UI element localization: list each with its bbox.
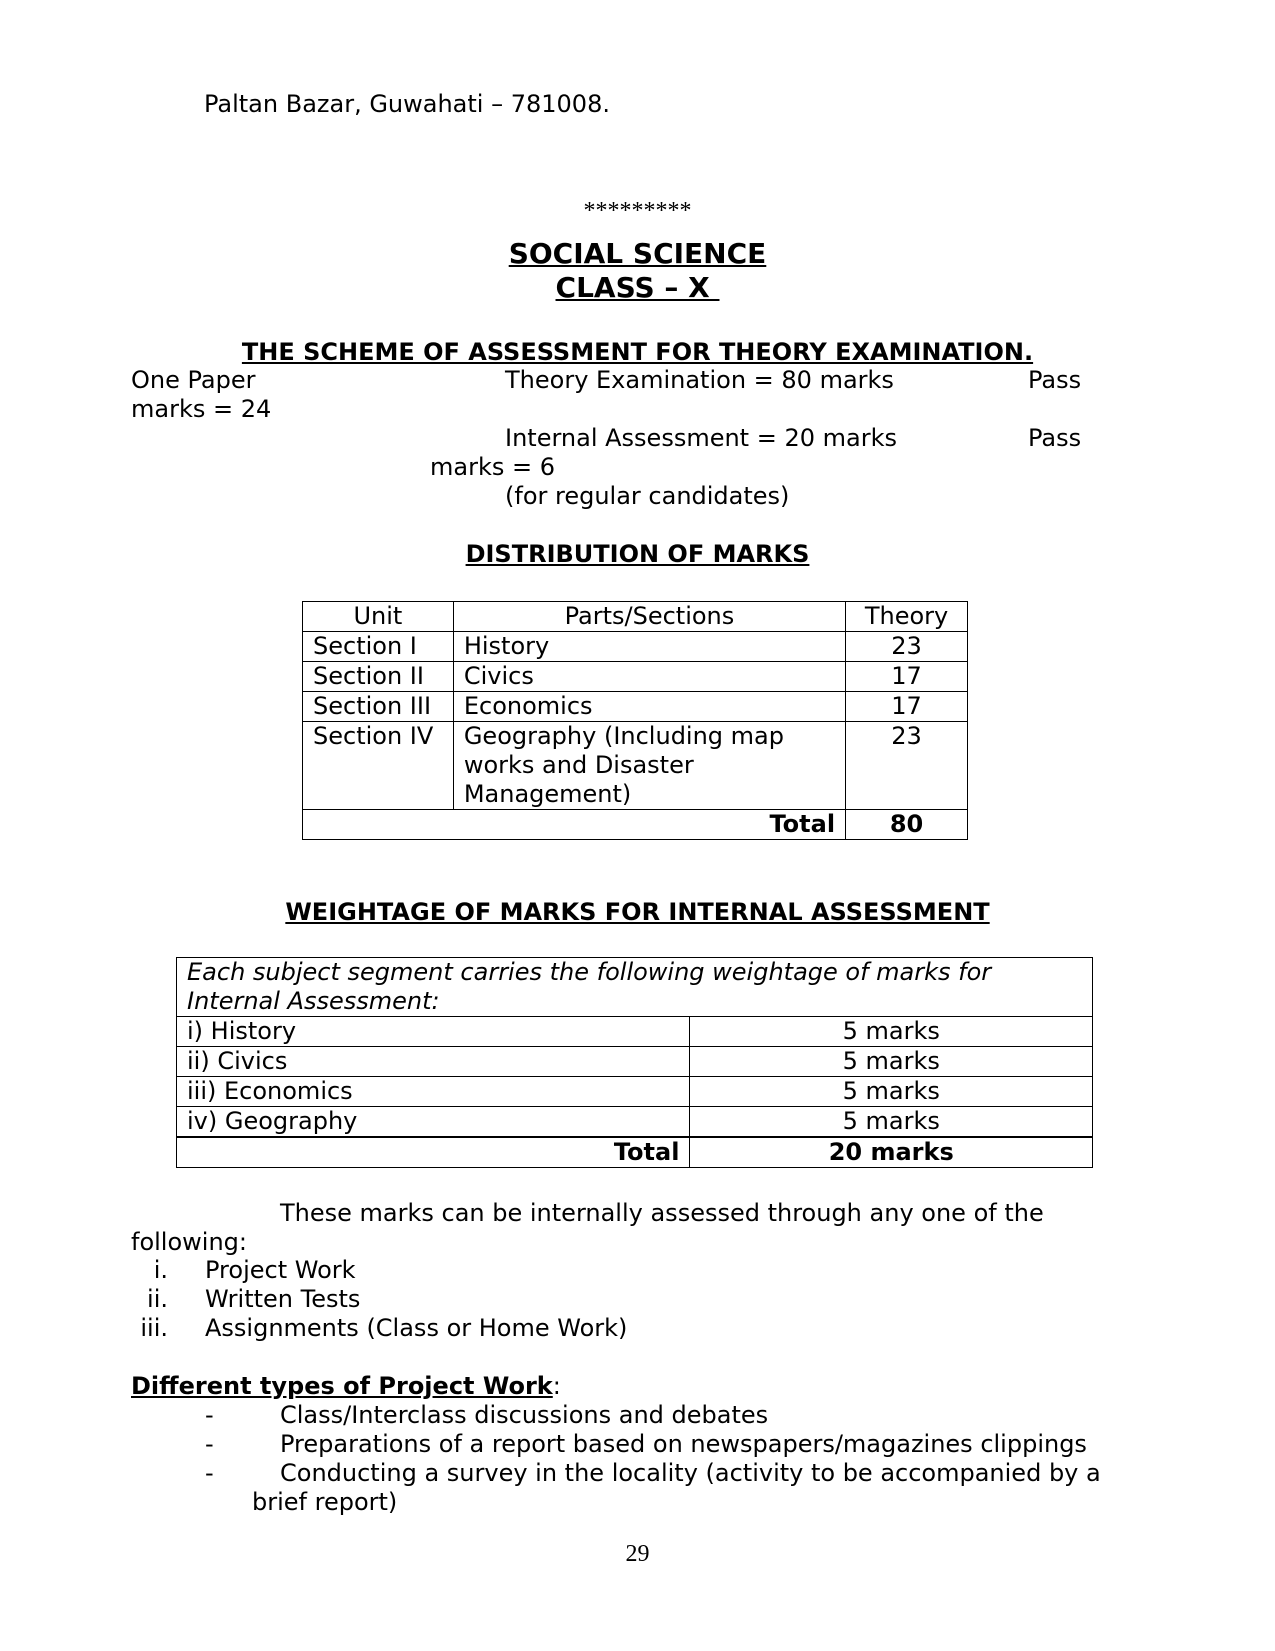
list-number: iii.	[140, 1314, 168, 1342]
unit-cell: Section II	[303, 662, 454, 692]
page-number: 29	[625, 1541, 650, 1567]
distribution-heading: DISTRIBUTION OF MARKS	[465, 540, 810, 568]
table-row	[303, 632, 968, 662]
regular-candidates-note: (for regular candidates)	[505, 482, 790, 510]
theory-exam-marks: Theory Examination = 80 marks	[505, 366, 894, 394]
dash-bullet: -	[205, 1401, 214, 1429]
list-text-continuation: brief report)	[252, 1488, 398, 1516]
weightage-intro: Each subject segment carries the following weightage of marks for Internal Assessment:	[177, 958, 1093, 1017]
table-row	[177, 1077, 1093, 1107]
list-item	[0, 1314, 1275, 1342]
pass-marks-1: marks = 24	[131, 395, 272, 423]
theory-cell: 23	[846, 722, 968, 810]
internal-assessment-marks: Internal Assessment = 20 marks	[505, 424, 897, 452]
list-item	[0, 1285, 1275, 1313]
header-theory: Theory	[846, 602, 968, 632]
page-title: SOCIAL SCIENCE	[508, 237, 767, 270]
dash-bullet: -	[205, 1459, 214, 1487]
project-heading-line	[131, 1372, 561, 1400]
table-row	[303, 722, 968, 810]
list-number: ii.	[147, 1285, 168, 1313]
list-item	[0, 1459, 1275, 1487]
part-cell: Economics	[453, 692, 845, 722]
table-row	[177, 1047, 1093, 1077]
list-text: Assignments (Class or Home Work)	[205, 1314, 628, 1342]
table-row	[177, 1107, 1093, 1138]
header-unit: Unit	[303, 602, 454, 632]
scheme-heading: THE SCHEME OF ASSESSMENT FOR THEORY EXAMINATION.	[241, 338, 1034, 366]
marks-cell: 5 marks	[690, 1107, 1093, 1138]
list-text: Preparations of a report based on newspapers/magazines clippings	[280, 1430, 1087, 1458]
address-line: Paltan Bazar, Guwahati – 781008.	[204, 90, 610, 118]
stars-divider: *********	[583, 198, 692, 224]
theory-cell: 23	[846, 632, 968, 662]
weightage-total-row	[177, 1137, 1093, 1168]
table-header-row	[303, 602, 968, 632]
marks-cell: 5 marks	[690, 1077, 1093, 1107]
unit-cell: Section I	[303, 632, 454, 662]
page-subtitle: CLASS – X	[555, 271, 720, 304]
list-text: Class/Interclass discussions and debates	[280, 1401, 769, 1429]
table-row	[303, 692, 968, 722]
part-cell: History	[453, 632, 845, 662]
list-item	[0, 1256, 1275, 1284]
marks-cell: 5 marks	[690, 1047, 1093, 1077]
list-text: Written Tests	[205, 1285, 361, 1313]
total-value: 20 marks	[690, 1137, 1093, 1168]
table-row	[303, 662, 968, 692]
dash-bullet: -	[205, 1430, 214, 1458]
theory-cell: 17	[846, 692, 968, 722]
table-total-row	[303, 810, 968, 840]
list-number: i.	[153, 1256, 168, 1284]
one-paper-label: One Paper	[131, 366, 256, 394]
subject-cell: iii) Economics	[177, 1077, 690, 1107]
subject-cell: iv) Geography	[177, 1107, 690, 1138]
part-cell: Geography (Including map works and Disaster Management)	[453, 722, 845, 810]
pass-marks-2: marks = 6	[430, 453, 555, 481]
pass-label-2: Pass	[1028, 424, 1082, 452]
total-label: Total	[177, 1137, 690, 1168]
project-heading: Different types of Project Work	[131, 1372, 553, 1400]
pass-label-1: Pass	[1028, 366, 1082, 394]
subject-cell: ii) Civics	[177, 1047, 690, 1077]
assess-intro: These marks can be internally assessed through any one of the	[280, 1199, 1044, 1227]
subject-cell: i) History	[177, 1017, 690, 1047]
marks-cell: 5 marks	[690, 1017, 1093, 1047]
table-row	[177, 1017, 1093, 1047]
total-label: Total	[303, 810, 846, 840]
weightage-intro-row	[177, 958, 1093, 1017]
unit-cell: Section III	[303, 692, 454, 722]
total-value: 80	[846, 810, 968, 840]
assess-intro-cont: following:	[131, 1228, 247, 1256]
part-cell: Civics	[453, 662, 845, 692]
weightage-heading: WEIGHTAGE OF MARKS FOR INTERNAL ASSESSMENT	[285, 898, 990, 926]
header-parts: Parts/Sections	[453, 602, 845, 632]
weightage-table	[176, 957, 1093, 1168]
distribution-table	[302, 601, 968, 840]
list-item	[0, 1430, 1275, 1458]
list-item	[0, 1401, 1275, 1429]
unit-cell: Section IV	[303, 722, 454, 810]
project-heading-colon: :	[552, 1372, 561, 1400]
list-text: Project Work	[205, 1256, 356, 1284]
list-text: Conducting a survey in the locality (activity to be accompanied by a	[280, 1459, 1101, 1487]
theory-cell: 17	[846, 662, 968, 692]
